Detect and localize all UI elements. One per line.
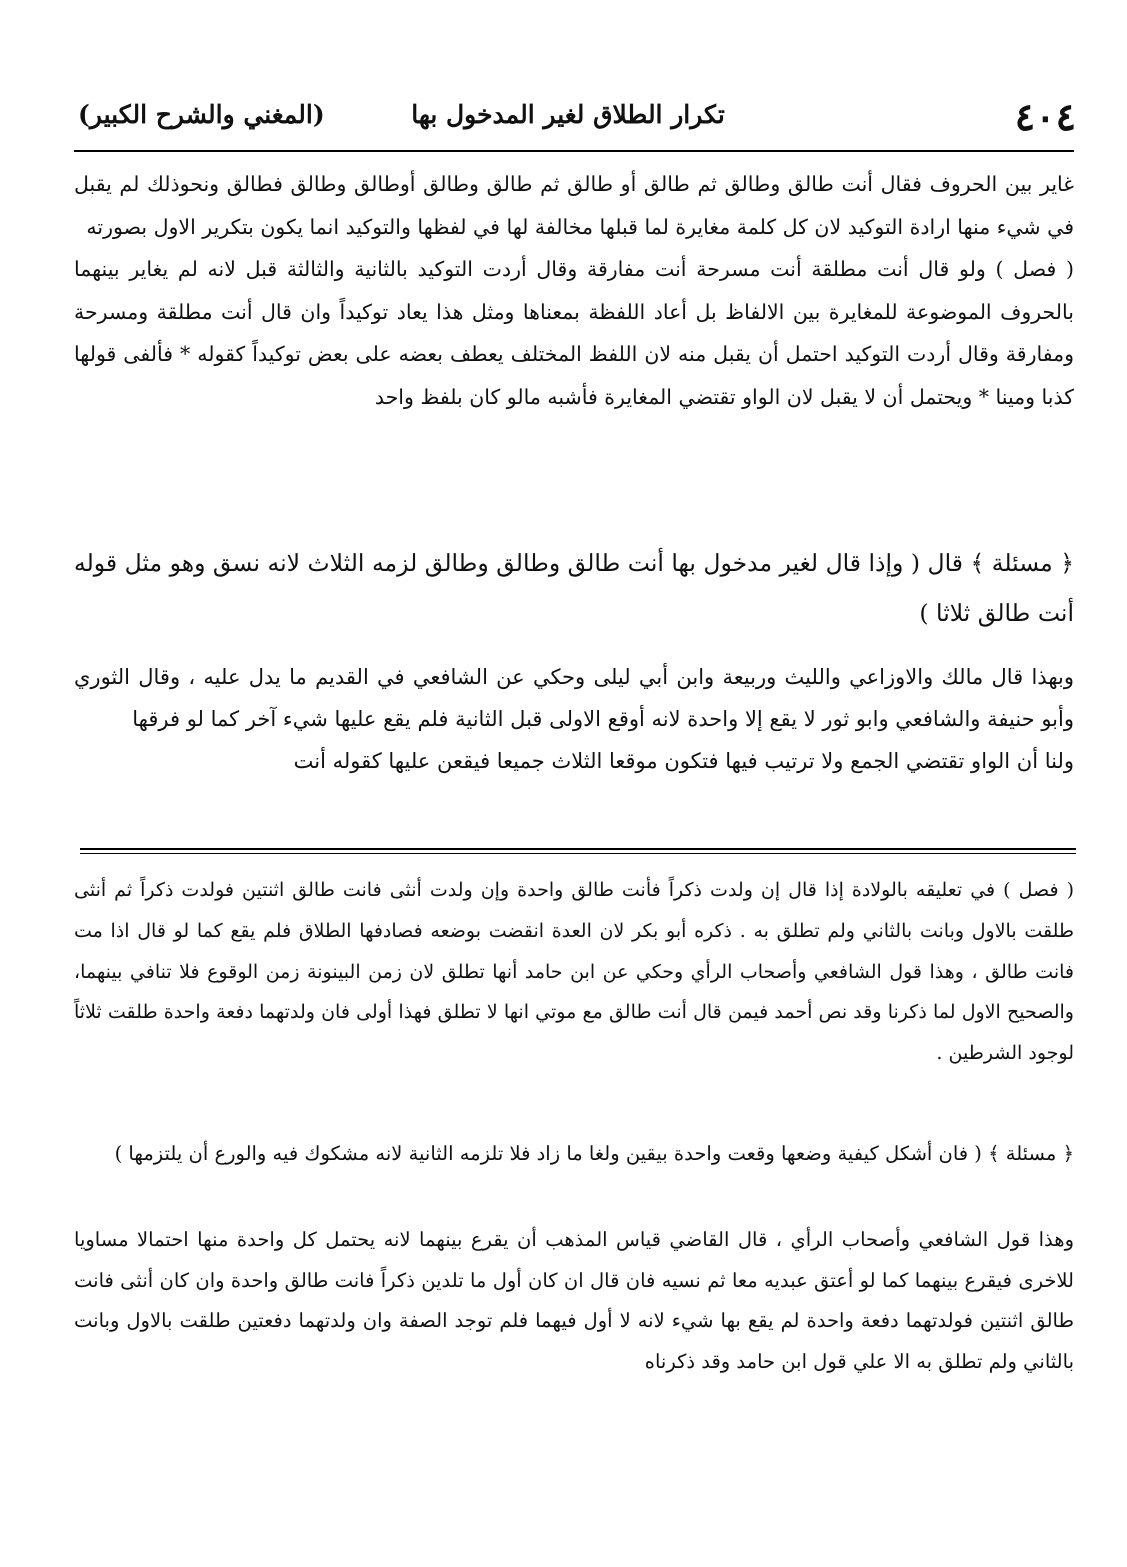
header-rule: [74, 150, 1074, 152]
lower-commentary-block: [74, 1220, 1074, 1382]
masala-heading-lower: [74, 1133, 1074, 1174]
masala-heading-upper: [74, 538, 1074, 638]
paragraph: وهذا قول الشافعي وأصحاب الرأي ، قال القاضي قياس المذهب أن يقرع بينهما لانه يحتمل كل واحدة منها احتمالا مساويا للاخرى فيقرع بينهما كما لو أعتق عبديه معا ثم نسيه فان قال ان كان أول ما تلدين ذكراً فانت طالق واحدة وان كان أنثى فانت طالق اثنتين فولدتهما دفعة واحدة لم يقع بها شيء لانه لا أول فيهما فلم توجد الصفة وان ولدتهما دفعتين طلقت بالاول وبانت بالثاني ولم تطلق به الا علي قول ابن حامد وقد ذكرناه: [74, 1228, 1074, 1373]
upper-text-block: [74, 163, 1074, 418]
upper-commentary-block: [74, 656, 1074, 782]
masala-text: ﴿ مسئلة ﴾ ( فان أشكل كيفية وضعها وقعت واحدة بيقين ولغا ما زاد فلا تلزمه الثانية لانه مشكوك فيه والورع أن يلتزمها ): [114, 1142, 1074, 1165]
page-number: ٤٠٤: [1014, 94, 1076, 139]
book-title: (المغني والشرح الكبير): [78, 100, 325, 129]
paragraph: غاير بين الحروف فقال أنت طالق وطالق ثم طالق أو طالق ثم طالق وطالق أوطالق وطالق فطالق ونحوذلك لم يقبل في شيء منها ارادة التوكيد لان كل كلمة مغايرة لما قبلها مخالفة لها في لفظها والتوكيد انما يكون بتكرير الاول بصورته: [74, 172, 1074, 239]
paragraph: وبهذا قال مالك والاوزاعي والليث وربيعة وابن أبي ليلى وحكي عن الشافعي في القديم ما يدل عليه ، وقال الثوري وأبو حنيفة والشافعي وابو ثور لا يقع إلا واحدة لانه أوقع الاولى قبل الثانية فلم يقع عليها شيء آخر كما لو فرقها: [74, 665, 1074, 731]
section-divider: [80, 848, 1076, 854]
paragraph: ( فصل ) في تعليقه بالولادة إذا قال إن ولدت ذكراً فأنت طالق واحدة وإن ولدت أنثى فانت طالق اثنتين فولدت ذكراً ثم أنثى طلقت بالاول وبانت بالثاني ولم تطلق به . ذكره أبو بكر لان العدة انقضت بوضعه فصادفها الطلاق فلم يقع كما لو قال اذا مت فانت طالق ، وهذا قول الشافعي وأصحاب الرأي وحكي عن ابن حامد أنها تطلق لان زمن البينونة زمن الوقوع فلا تنافي بينهما، والصحيح الاول لما ذكرنا وقد نص أحمد فيمن قال أنت طالق مع موتي انها لا تطلق فهذا أولى فان ولدتهما دفعة واحدة طلقت ثلاثاً لوجود الشرطين .: [74, 879, 1074, 1065]
paragraph: ( فصل ) ولو قال أنت مطلقة أنت مسرحة أنت مفارقة وقال أردت التوكيد بالثانية والثالثة قبل لانه لم يغاير بينهما بالحروف الموضوعة للمغايرة بين الالفاظ بل أعاد اللفظة بمعناها ومثل هذا يعاد توكيداً وان قال أنت مطلقة ومسرحة ومفارقة وقال أردت التوكيد احتمل أن يقبل منه لان اللفظ المختلف يعطف بعضه على بعض توكيداً كقوله * فألفى قولها كذبا ومينا * ويحتمل أن لا يقبل لان الواو تقتضي المغايرة فأشبه مالو كان بلفظ واحد: [74, 257, 1074, 409]
masala-text: ﴿ مسئلة ﴾ قال ( وإذا قال لغير مدخول بها أنت طالق وطالق وطالق لزمه الثلاث لانه نسق وهو مثل قوله أنت طالق ثلاثا ): [74, 549, 1074, 627]
section-title: تكرار الطلاق لغير المدخول بها: [411, 100, 725, 129]
running-header: [78, 92, 1076, 148]
paragraph: ولنا أن الواو تقتضي الجمع ولا ترتيب فيها فتكون موقعا الثلاث جميعا فيقعن عليها كقوله أنت: [293, 749, 1074, 773]
lower-text-block: [74, 870, 1074, 1074]
